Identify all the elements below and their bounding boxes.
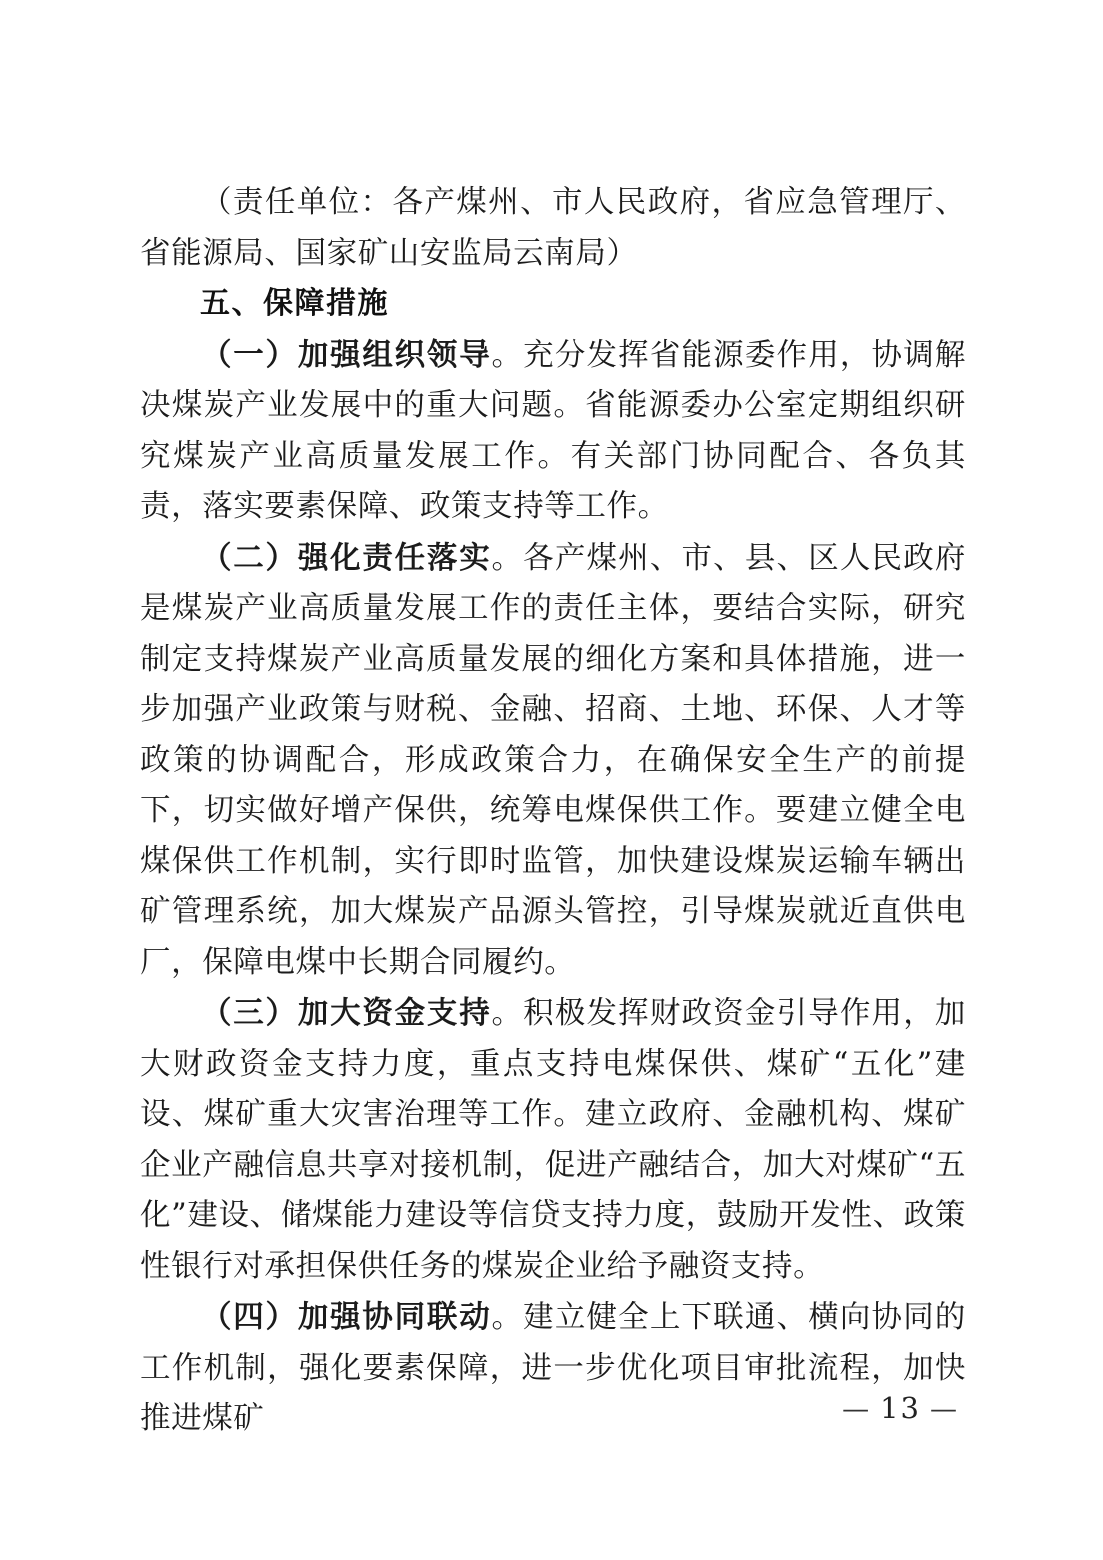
subsection-text-2: 。各产煤州、市、县、区人民政府是煤炭产业高质量发展工作的责任主体，要结合实际，研究制定支持煤炭产业高质量发展的细化方案和具体措施，进一步加强产业政策与财税、金融、招商、土地、环保、人才等政策的协调配合，形成政策合力，在确保安全生产的前提下，切实做好增产保供，统筹电煤保供工作。要建立健全电煤保供工作机制，实行即时监管，加快建设煤炭运输车辆出矿管理系统，加大煤炭产品源头管控，引导煤炭就近直供电厂，保障电煤中长期合同履约。 (140, 540, 966, 980)
subsection-title-3: 加大资金支持 (297, 995, 492, 1031)
footer-dash-left: — (842, 1394, 872, 1425)
section-heading-five: 五、保障措施 (200, 286, 389, 321)
page-number-footer (833, 1391, 968, 1425)
subsection-label-1: （一） (201, 336, 298, 373)
footer-dash-right: — (930, 1394, 959, 1425)
subsection-title-4: 加强协同联动 (297, 1299, 492, 1335)
subsection-text-4: 。建立健全上下联通、横向协同的工作机制，强化要素保障，进一步优化项目审批流程，加快推进煤矿 (140, 1300, 966, 1436)
subsection-text-3: 。积极发挥财政资金引导作用，加大财政资金支持力度，重点支持电煤保供、煤矿“五化”建设、煤矿重大灾害治理等工作。建立政府、金融机构、煤矿企业产融信息共享对接机制，促进产融结合，加大对煤矿“五化”建设、储煤能力建设等信贷支持力度，鼓励开发性、政策性银行对承担保供任务的煤炭企业给予融资支持。 (140, 996, 966, 1284)
page-content (140, 178, 966, 1445)
subsection-title-2: 强化责任落实 (297, 539, 492, 576)
subsection-label-3: （三） (201, 995, 298, 1031)
subsection-title-1: 加强组织领导 (297, 336, 492, 373)
subsection-paragraph-2 (140, 533, 966, 989)
subsection-paragraph-3 (140, 988, 966, 1292)
subsection-label-4: （四） (201, 1299, 298, 1335)
subsection-text-1: 。充分发挥省能源委作用，协调解决煤炭产业发展中的重大问题。省能源委办公室定期组织研究煤炭产业高质量发展工作。有关部门协同配合、各负其责，落实要素保障、政策支持等工作。 (140, 337, 966, 524)
subsection-paragraph-1 (140, 330, 966, 533)
subsection-label-2: （二） (201, 539, 298, 576)
responsible-units-paragraph: （责任单位：各产煤州、市人民政府，省应急管理厅、省能源局、国家矿山安监局云南局） (140, 185, 966, 271)
page-number: 13 (880, 1391, 921, 1425)
